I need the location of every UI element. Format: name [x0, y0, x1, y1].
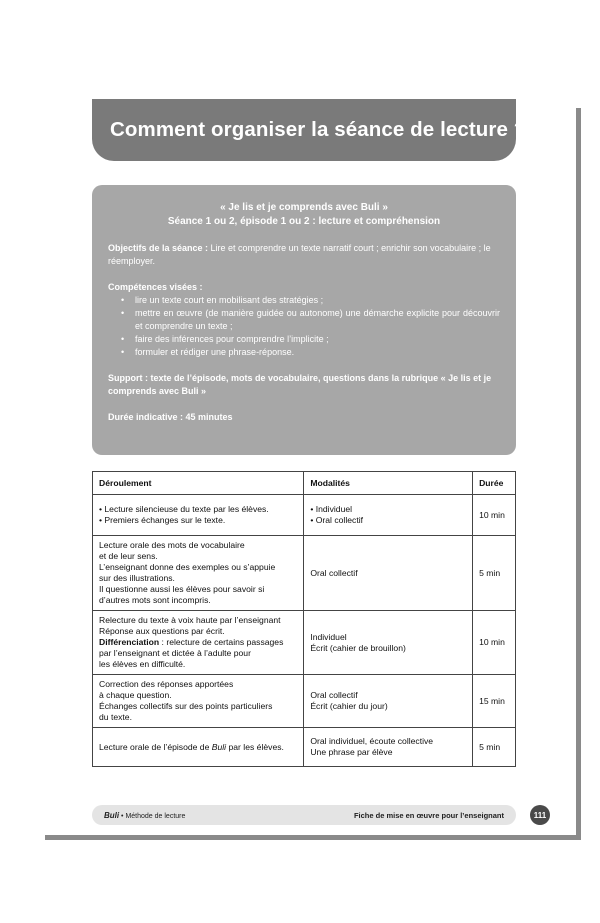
competence-item: • mettre en œuvre (de manière guidée ou autonome) une démarche explicite pour découvrir et comprendre un texte ; [135, 307, 500, 333]
objectifs-label: Objectifs de la séance : [108, 243, 209, 253]
cell-deroulement: • Lecture silencieuse du texte par les élèves. • Premiers échanges sur le texte. [93, 495, 304, 536]
footer-left [104, 811, 185, 820]
session-table [92, 471, 516, 767]
cell-modalites: Oral individuel, écoute collective Une phrase par élève [304, 728, 473, 767]
session-info-box [92, 185, 516, 455]
header-deroulement: Déroulement [93, 472, 304, 495]
cell-deroulement: Lecture orale de l’épisode de Buli par les élèves. [93, 728, 304, 767]
cell-modalites: Oral collectif Écrit (cahier du jour) [304, 675, 473, 728]
cell-duree: 10 min [473, 495, 516, 536]
table-header-row [93, 472, 516, 495]
support-text: texte de l’épisode, mots de vocabulaire, questions dans la rubrique « Je lis et je comprends avec Buli » [108, 373, 492, 396]
objectifs [108, 242, 500, 268]
support [108, 372, 500, 398]
title-bar [92, 99, 527, 161]
info-heading [108, 201, 500, 229]
buli-italic: Buli [211, 741, 227, 752]
competence-item: • lire un texte court en mobilisant des stratégies ; [135, 294, 500, 307]
differenciation-label: Différenciation [99, 637, 160, 647]
info-heading-line2: Séance 1 ou 2, épisode 1 ou 2 : lecture et compréhension [167, 216, 441, 227]
footer-method: • Méthode de lecture [119, 812, 186, 820]
page-title: Comment organiser la séance de lecture ? [110, 118, 527, 141]
cell-modalites: Oral collectif [304, 536, 473, 611]
objectifs-text: Lire et comprendre un texte narratif court ; enrichir son vocabulaire ; le réemployer. [108, 243, 491, 266]
cell-deroulement: Correction des réponses apportées à chaque question. Échanges collectifs sur des points particuliers du texte. [93, 675, 304, 728]
support-label: Support : [108, 373, 148, 383]
competence-item: • formuler et rédiger une phrase-réponse. [135, 346, 500, 359]
cell-modalites: Individuel Écrit (cahier de brouillon) [304, 611, 473, 675]
cell-deroulement: Lecture orale des mots de vocabulaire et de leur sens. L’enseignant donne des exemples ou s’appuie sur des illustrations. Il questionne aussi les élèves pour savoir si d’autres mots sont incompris. [93, 536, 304, 611]
header-modalites: Modalités [304, 472, 473, 495]
cell-modalites: • Individuel • Oral collectif [304, 495, 473, 536]
table-row [93, 611, 516, 675]
footer-right: Fiche de mise en œuvre pour l’enseignant [353, 810, 504, 820]
cell-duree: 10 min [473, 611, 516, 675]
table-row [93, 495, 516, 536]
info-heading-line1: « Je lis et je comprends avec Buli » [220, 202, 388, 213]
page-number: 111 [530, 805, 550, 825]
duree-label: Durée indicative : [108, 412, 184, 422]
cell-duree: 5 min [473, 536, 516, 611]
footer-bar [92, 805, 516, 825]
competences-label: Compétences visées : [108, 282, 203, 292]
cell-duree: 5 min [473, 728, 516, 767]
table-row [93, 728, 516, 767]
competence-item: • faire des inférences pour comprendre l’implicite ; [135, 333, 500, 346]
duree-text: 45 minutes [183, 412, 233, 422]
table-row [93, 675, 516, 728]
page [40, 103, 576, 835]
competences-list [108, 294, 500, 359]
cell-duree: 15 min [473, 675, 516, 728]
cell-deroulement: Relecture du texte à voix haute par l’enseignant Réponse aux questions par écrit. Différenciation : relecture de certains passages par l’enseignant et dictée à l’adulte pour les élèves en difficulté. [93, 611, 304, 675]
buli-logo: Buli [104, 810, 120, 820]
duree [108, 411, 500, 424]
header-duree: Durée [473, 472, 516, 495]
table-row [93, 536, 516, 611]
